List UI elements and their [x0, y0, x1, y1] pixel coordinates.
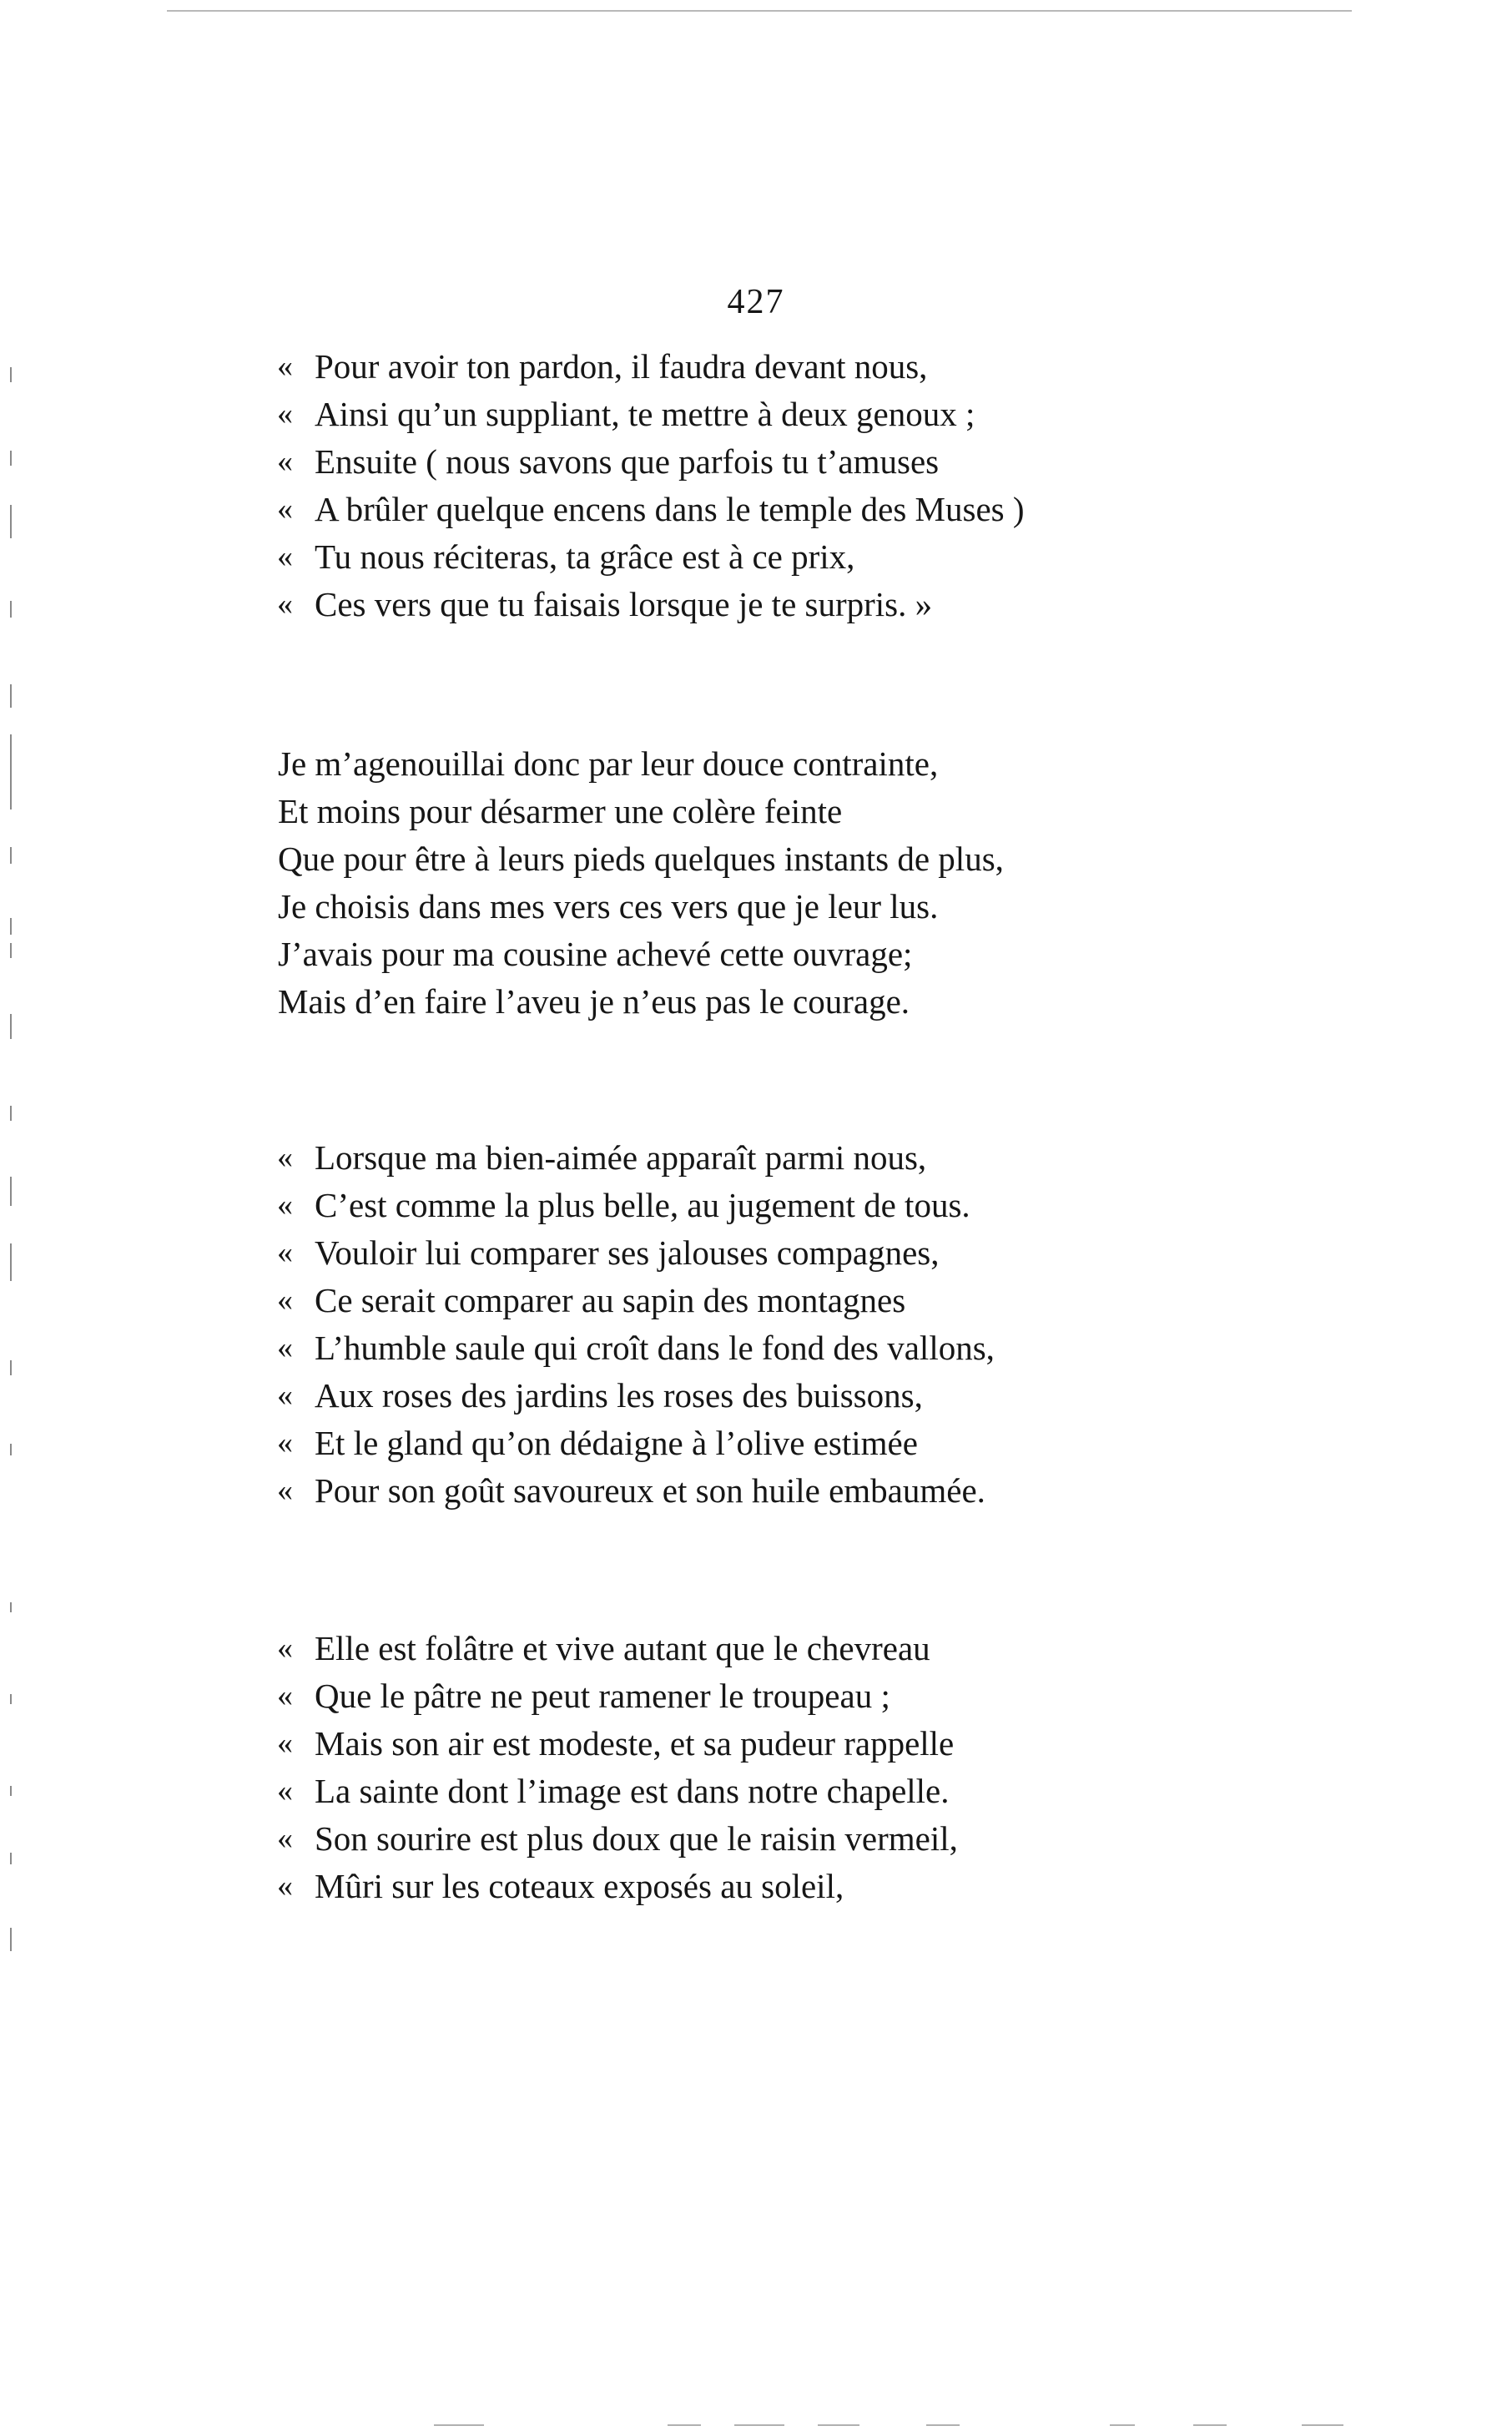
- verse-line: [0, 788, 1512, 835]
- scan-mark: [10, 847, 12, 864]
- opening-quote-mark: «: [277, 539, 293, 574]
- verse-line: [0, 1625, 1512, 1672]
- verse-text: Aux roses des jardins les roses des buissons,: [315, 1376, 923, 1415]
- verse-text: Et moins pour désarmer une colère feinte: [278, 792, 843, 830]
- scan-mark: [10, 1786, 12, 1796]
- stanza-2: [0, 740, 1512, 1026]
- verse-text: A brûler quelque encens dans le temple des Muses ): [315, 490, 1025, 528]
- scan-edge-bottom: [818, 2424, 859, 2426]
- verse-text: Mûri sur les coteaux exposés au soleil,: [315, 1867, 844, 1905]
- verse-line: [0, 1720, 1512, 1768]
- scan-mark: [10, 601, 12, 618]
- verse-text: Ensuite ( nous savons que parfois tu t’amuses: [315, 442, 940, 481]
- opening-quote-mark: «: [277, 1330, 293, 1365]
- scan-edge-top: [167, 10, 1352, 12]
- verse-line: [0, 1815, 1512, 1863]
- opening-quote-mark: «: [277, 1140, 293, 1175]
- opening-quote-mark: «: [277, 1821, 293, 1856]
- verse-line: [0, 835, 1512, 883]
- verse-text: Pour son goût savoureux et son huile embaumée.: [315, 1471, 985, 1510]
- verse-text: Pour avoir ton pardon, il faudra devant nous,: [315, 347, 928, 386]
- verse-text: Mais d’en faire l’aveu je n’eus pas le courage.: [278, 982, 910, 1021]
- verse-text: Ces vers que tu faisais lorsque je te surpris. »: [315, 585, 933, 623]
- verse-text: Tu nous réciteras, ta grâce est à ce prix,: [315, 537, 855, 576]
- verse-line: [0, 1467, 1512, 1515]
- scan-edge-bottom: [1110, 2424, 1135, 2426]
- scan-mark: [10, 1694, 12, 1704]
- verse-text: Que pour être à leurs pieds quelques instants de plus,: [278, 840, 1004, 878]
- verse-text: L’humble saule qui croît dans le fond des vallons,: [315, 1329, 995, 1367]
- opening-quote-mark: «: [277, 1678, 293, 1713]
- verse-text: Mais son air est modeste, et sa pudeur rappelle: [315, 1724, 955, 1763]
- opening-quote-mark: «: [277, 1631, 293, 1666]
- verse-line: [0, 1768, 1512, 1815]
- scan-mark: [10, 734, 12, 809]
- verse-line: [0, 343, 1512, 391]
- scan-mark: [10, 943, 12, 958]
- verse-line: [0, 391, 1512, 438]
- scan-mark: [10, 1106, 12, 1121]
- scan-edge-bottom: [734, 2424, 784, 2426]
- page-number: 427: [727, 283, 785, 321]
- opening-quote-mark: «: [277, 1726, 293, 1761]
- verse-line: [0, 1134, 1512, 1182]
- verse-line: [0, 978, 1512, 1026]
- verse-text: J’avais pour ma cousine achevé cette ouvrage;: [278, 935, 913, 973]
- scan-mark: [10, 1360, 12, 1375]
- stanza-4: [0, 1625, 1512, 1910]
- scan-edge-bottom: [668, 2424, 701, 2426]
- verse-text: Vouloir lui comparer ses jalouses compagnes,: [315, 1233, 940, 1272]
- opening-quote-mark: «: [277, 444, 293, 479]
- verse-text: Je m’agenouillai donc par leur douce contrainte,: [278, 744, 939, 783]
- verse-text: Lorsque ma bien-aimée apparaît parmi nous,: [315, 1138, 927, 1177]
- scan-mark: [10, 451, 12, 466]
- scan-mark: [10, 367, 12, 382]
- scan-mark: [10, 505, 12, 538]
- verse-line: [0, 1182, 1512, 1229]
- verse-line: [0, 1277, 1512, 1324]
- verse-line: [0, 1372, 1512, 1420]
- scan-mark: [10, 1928, 12, 1951]
- stanza-1: [0, 343, 1512, 628]
- opening-quote-mark: «: [277, 1425, 293, 1460]
- verse-text: Son sourire est plus doux que le raisin vermeil,: [315, 1819, 958, 1858]
- scan-mark: [10, 1444, 12, 1455]
- scan-mark: [10, 1014, 12, 1039]
- verse-line: [0, 486, 1512, 533]
- opening-quote-mark: «: [277, 1773, 293, 1808]
- verse-text: Que le pâtre ne peut ramener le troupeau ;: [315, 1677, 890, 1715]
- scan-edge-bottom: [1193, 2424, 1227, 2426]
- scan-mark: [10, 918, 12, 935]
- scan-mark: [10, 1853, 12, 1864]
- verse-text: Ce serait comparer au sapin des montagnes: [315, 1281, 906, 1319]
- scan-mark: [10, 1177, 12, 1206]
- verse-line: [0, 883, 1512, 931]
- opening-quote-mark: «: [277, 587, 293, 622]
- opening-quote-mark: «: [277, 1473, 293, 1508]
- scan-edge-bottom: [926, 2424, 960, 2426]
- scan-edge-bottom: [434, 2424, 484, 2426]
- verse-text: Elle est folâtre et vive autant que le chevreau: [315, 1629, 930, 1667]
- opening-quote-mark: «: [277, 492, 293, 527]
- scan-mark: [10, 1243, 12, 1281]
- verse-line: [0, 740, 1512, 788]
- scan-mark: [10, 1602, 12, 1612]
- verse-line: [0, 438, 1512, 486]
- verse-line: [0, 1324, 1512, 1372]
- opening-quote-mark: «: [277, 396, 293, 431]
- opening-quote-mark: «: [277, 1869, 293, 1904]
- verse-line: [0, 931, 1512, 978]
- opening-quote-mark: «: [277, 1378, 293, 1413]
- verse-line: [0, 1863, 1512, 1910]
- opening-quote-mark: «: [277, 1283, 293, 1318]
- scan-mark: [10, 684, 12, 708]
- verse-line: [0, 1420, 1512, 1467]
- verse-line: [0, 1229, 1512, 1277]
- stanza-3: [0, 1134, 1512, 1515]
- verse-line: [0, 533, 1512, 581]
- verse-line: [0, 581, 1512, 628]
- verse-text: Et le gland qu’on dédaigne à l’olive estimée: [315, 1424, 918, 1462]
- verse-text: Je choisis dans mes vers ces vers que je leur lus.: [278, 887, 939, 925]
- verse-line: [0, 1672, 1512, 1720]
- verse-text: La sainte dont l’image est dans notre chapelle.: [315, 1772, 950, 1810]
- verse-text: C’est comme la plus belle, au jugement de tous.: [315, 1186, 970, 1224]
- verse-text: Ainsi qu’un suppliant, te mettre à deux genoux ;: [315, 395, 975, 433]
- opening-quote-mark: «: [277, 349, 293, 384]
- scan-edge-bottom: [1302, 2424, 1343, 2426]
- opening-quote-mark: «: [277, 1188, 293, 1223]
- opening-quote-mark: «: [277, 1235, 293, 1270]
